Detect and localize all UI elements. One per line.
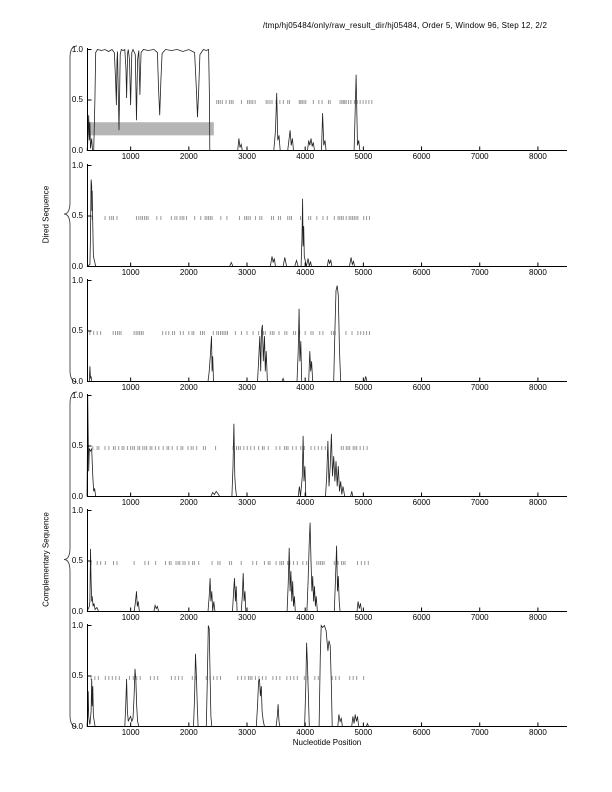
signal-curve — [87, 286, 567, 382]
x-tick-label: 4000 — [296, 152, 315, 161]
x-tick-label: 1000 — [121, 498, 140, 507]
x-tick-label: 8000 — [529, 728, 547, 737]
x-tick-label: 1000 — [121, 268, 140, 277]
x-tick-label: 2000 — [179, 152, 198, 161]
shaded-region — [87, 122, 214, 135]
plot-area — [87, 164, 567, 267]
signal-curve — [87, 626, 567, 727]
y-tick-label: 0.5 — [71, 441, 83, 450]
axes-spines — [87, 394, 567, 497]
x-tick-label: 5000 — [354, 498, 373, 507]
y-tick-label: 0.5 — [71, 326, 83, 335]
y-tick-label: 1.0 — [71, 160, 83, 170]
x-tick-label: 6000 — [412, 152, 431, 161]
x-tick-label: 3000 — [238, 383, 256, 392]
plot-area — [87, 48, 567, 151]
x-tick-label: 3000 — [238, 152, 256, 161]
x-tick-label: 2000 — [179, 383, 198, 392]
x-tick-label: 4000 — [296, 383, 315, 392]
x-tick-label: 2000 — [179, 498, 198, 507]
subplot-4 — [71, 390, 567, 507]
x-axis-label: Nucleotide Position — [292, 738, 362, 747]
x-tick-label: 1000 — [121, 152, 140, 161]
y-tick-label: 0.5 — [71, 556, 83, 565]
x-tick-label: 4000 — [296, 613, 315, 622]
y-tick-label: 0.0 — [71, 376, 83, 386]
figure-title: /tmp/hj05484/only/raw_result_dir/hj05484, Order 5, Window 96, Step 12, 2/2 — [262, 21, 548, 30]
plot-area — [87, 624, 567, 727]
x-tick-label: 4000 — [296, 268, 315, 277]
x-tick-label: 3000 — [238, 268, 256, 277]
y-tick-label: 0.5 — [71, 95, 83, 104]
x-tick-label: 7000 — [470, 728, 489, 737]
x-tick-label: 2000 — [179, 268, 198, 277]
axes-spines — [87, 509, 567, 612]
y-tick-label: 0.0 — [71, 606, 83, 616]
y-tick-label: 0.0 — [71, 261, 83, 271]
y-tick-label: 1.0 — [71, 275, 83, 285]
y-tick-label: 0.0 — [71, 491, 83, 501]
signal-curve — [87, 523, 567, 612]
axes-spines — [87, 279, 567, 382]
y-tick-label: 0.5 — [71, 211, 83, 220]
y-tick-label: 1.0 — [71, 390, 83, 400]
group-label-dired-sequence: Dired Sequence — [41, 185, 51, 244]
x-tick-label: 4000 — [296, 498, 315, 507]
x-tick-label: 8000 — [529, 613, 547, 622]
signal-curve — [87, 50, 567, 151]
subplot-1 — [71, 44, 567, 161]
y-tick-label: 0.0 — [71, 721, 83, 731]
signal-curve — [87, 180, 567, 267]
x-tick-label: 6000 — [412, 728, 431, 737]
x-tick-label: 2000 — [179, 728, 198, 737]
group-label-complementary-sequence: Complementary Sequence — [41, 512, 51, 607]
x-tick-label: 5000 — [354, 613, 373, 622]
x-tick-label: 7000 — [470, 152, 489, 161]
x-tick-label: 6000 — [412, 268, 431, 277]
x-tick-label: 3000 — [238, 728, 256, 737]
x-tick-label: 3000 — [238, 498, 256, 507]
subplot-5 — [71, 505, 567, 622]
subplot-6 — [71, 620, 567, 737]
x-tick-label: 7000 — [470, 613, 489, 622]
y-tick-label: 0.5 — [71, 671, 83, 680]
x-tick-label: 1000 — [121, 613, 140, 622]
y-tick-label: 1.0 — [71, 44, 83, 54]
x-tick-label: 5000 — [354, 152, 373, 161]
x-tick-label: 5000 — [354, 728, 373, 737]
x-tick-label: 8000 — [529, 383, 547, 392]
x-tick-label: 8000 — [529, 268, 547, 277]
plot-area — [87, 394, 567, 497]
x-tick-label: 6000 — [412, 613, 431, 622]
x-tick-label: 2000 — [179, 613, 198, 622]
y-tick-label: 0.0 — [71, 145, 83, 155]
x-tick-label: 1000 — [121, 728, 140, 737]
x-tick-label: 1000 — [121, 383, 140, 392]
x-tick-label: 7000 — [470, 383, 489, 392]
x-tick-label: 7000 — [470, 268, 489, 277]
axes-spines — [87, 164, 567, 267]
plot-area — [87, 509, 567, 612]
x-tick-label: 6000 — [412, 383, 431, 392]
x-tick-label: 5000 — [354, 268, 373, 277]
y-tick-label: 1.0 — [71, 620, 83, 630]
x-tick-label: 6000 — [412, 498, 431, 507]
x-tick-label: 8000 — [529, 498, 547, 507]
x-tick-label: 7000 — [470, 498, 489, 507]
plot-area — [87, 279, 567, 382]
x-tick-label: 3000 — [238, 613, 256, 622]
subplot-3 — [71, 275, 567, 392]
subplot-2 — [71, 160, 567, 277]
x-tick-label: 5000 — [354, 383, 373, 392]
y-tick-label: 1.0 — [71, 505, 83, 515]
signal-curve — [87, 396, 567, 497]
x-tick-label: 8000 — [529, 152, 547, 161]
x-tick-label: 4000 — [296, 728, 315, 737]
